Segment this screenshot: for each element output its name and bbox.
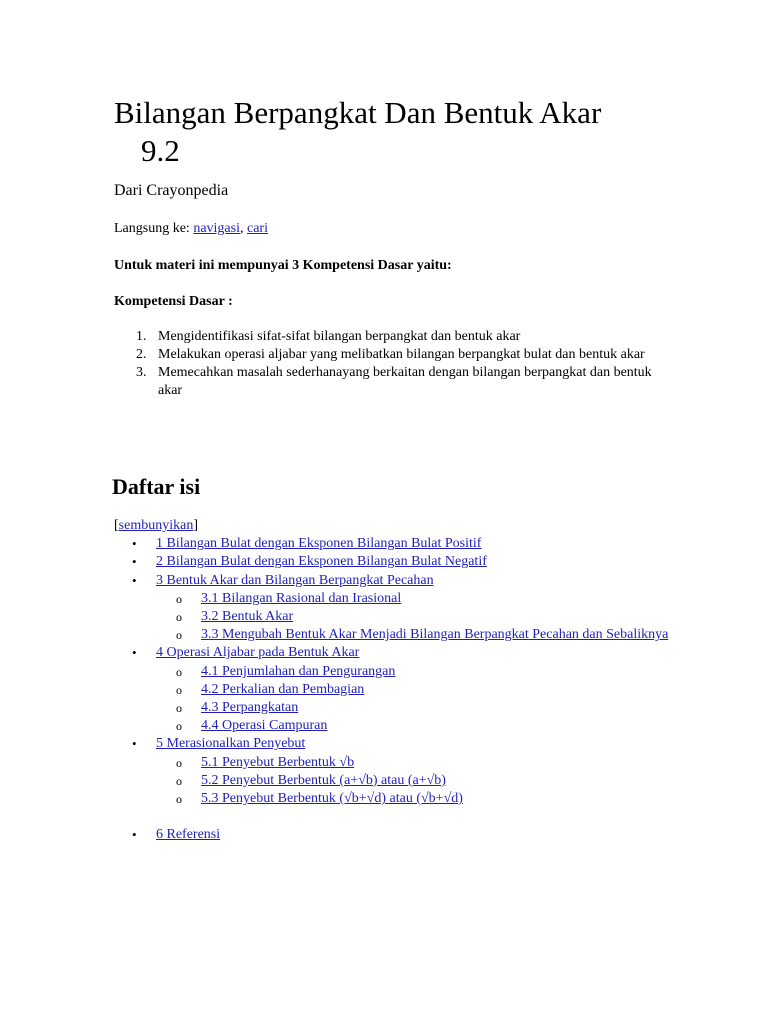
- bullet-icon: •: [132, 736, 137, 752]
- toc-link[interactable]: 5.2 Penyebut Berbentuk (a+√b) atau (a+√b): [201, 772, 446, 788]
- list-item: [114, 346, 654, 364]
- toc-item: [114, 644, 674, 662]
- toc-subitem: [114, 772, 674, 790]
- toc-subitem: [114, 590, 674, 608]
- toc-link[interactable]: 2 Bilangan Bulat dengan Eksponen Bilangan Bulat Negatif: [156, 554, 487, 570]
- toc-subitem: [114, 681, 674, 699]
- toc-subitem: [114, 754, 674, 772]
- toc-link[interactable]: 4.3 Perpangkatan: [201, 700, 299, 716]
- circle-bullet-icon: o: [176, 755, 182, 770]
- toc-subitem: [114, 717, 674, 735]
- table-of-contents: [114, 517, 674, 844]
- toc-item: [114, 735, 674, 753]
- toc-link[interactable]: 5.1 Penyebut Berbentuk √b: [201, 754, 355, 770]
- toc-link[interactable]: 3.3 Mengubah Bentuk Akar Menjadi Bilangan Berpangkat Pecahan dan Sebaliknya: [201, 627, 669, 643]
- circle-bullet-icon: o: [176, 682, 182, 697]
- toc-link[interactable]: 4.1 Penjumlahan dan Pengurangan: [201, 663, 396, 679]
- toc-title: Daftar isi: [112, 474, 201, 499]
- toc-toggle-open-bracket: [: [114, 518, 119, 533]
- kompetensi-dasar-label: Kompetensi Dasar :: [114, 294, 233, 309]
- toc-link[interactable]: 1 Bilangan Bulat dengan Eksponen Bilangan Bulat Positif: [156, 536, 482, 552]
- bullet-icon: •: [132, 536, 137, 552]
- list-number: 3.: [136, 365, 147, 380]
- toc-toggle: [114, 517, 674, 535]
- toc-subitem: [114, 663, 674, 681]
- jump-to-label: Langsung ke:: [114, 221, 190, 236]
- page-title-line1: Bilangan Berpangkat Dan Bentuk Akar: [114, 95, 602, 130]
- circle-bullet-icon: o: [176, 591, 182, 606]
- page-title: [114, 94, 674, 170]
- toc-item: [114, 553, 674, 571]
- toc-link[interactable]: 3.2 Bentuk Akar: [201, 609, 294, 625]
- toc-link[interactable]: 4 Operasi Aljabar pada Bentuk Akar: [156, 645, 360, 661]
- jump-separator: ,: [239, 221, 244, 236]
- kompetensi-dasar-list: [114, 328, 654, 400]
- toc-toggle-close-bracket: ]: [193, 518, 198, 533]
- circle-bullet-icon: o: [176, 773, 182, 788]
- toc-item: [114, 826, 674, 844]
- toc-link[interactable]: 5.3 Penyebut Berbentuk (√b+√d) atau (√b+√d): [201, 791, 463, 807]
- toc-item: [114, 572, 674, 590]
- toc-spacer: [114, 808, 674, 826]
- toc-link[interactable]: 6 Referensi: [156, 827, 221, 843]
- toc-subitem: [114, 626, 674, 644]
- list-item: [114, 364, 654, 400]
- list-number: 1.: [136, 329, 147, 344]
- circle-bullet-icon: o: [176, 719, 182, 734]
- toc-link[interactable]: 5 Merasionalkan Penyebut: [156, 736, 306, 752]
- page-title-line2: 9.2: [141, 133, 180, 168]
- list-item-text: Memecahkan masalah sederhanayang berkaitan dengan bilangan berpangkat dan bentuk akar: [158, 365, 652, 398]
- page-subtitle: Dari Crayonpedia: [114, 182, 229, 199]
- list-number: 2.: [136, 347, 147, 362]
- intro-text: Untuk materi ini mempunyai 3 Kompetensi Dasar yaitu:: [114, 258, 452, 273]
- list-item-text: Melakukan operasi aljabar yang melibatkan bilangan berpangkat bulat dan bentuk akar: [158, 347, 645, 362]
- toc-hide-link[interactable]: sembunyikan: [118, 518, 194, 533]
- toc-link[interactable]: 3.1 Bilangan Rasional dan Irasional: [201, 590, 402, 606]
- toc-link[interactable]: 3 Bentuk Akar dan Bilangan Berpangkat Pecahan: [156, 572, 434, 588]
- bullet-icon: •: [132, 645, 137, 661]
- toc-list: [114, 535, 674, 844]
- jump-to-bar: [114, 221, 268, 237]
- list-item-text: Mengidentifikasi sifat-sifat bilangan berpangkat dan bentuk akar: [158, 329, 521, 344]
- search-link[interactable]: cari: [246, 221, 268, 236]
- toc-subitem: [114, 790, 674, 808]
- bullet-icon: •: [132, 827, 137, 843]
- circle-bullet-icon: o: [176, 792, 182, 807]
- navigation-link[interactable]: navigasi: [193, 221, 240, 236]
- circle-bullet-icon: o: [176, 701, 182, 716]
- bullet-icon: •: [132, 572, 137, 588]
- toc-subitem: [114, 699, 674, 717]
- toc-item: [114, 535, 674, 553]
- bullet-icon: •: [132, 554, 137, 570]
- list-item: [114, 328, 654, 346]
- circle-bullet-icon: o: [176, 628, 182, 643]
- toc-link[interactable]: 4.4 Operasi Campuran: [201, 718, 328, 734]
- circle-bullet-icon: o: [176, 664, 182, 679]
- circle-bullet-icon: o: [176, 610, 182, 625]
- toc-link[interactable]: 4.2 Perkalian dan Pembagian: [201, 681, 365, 697]
- toc-subitem: [114, 608, 674, 626]
